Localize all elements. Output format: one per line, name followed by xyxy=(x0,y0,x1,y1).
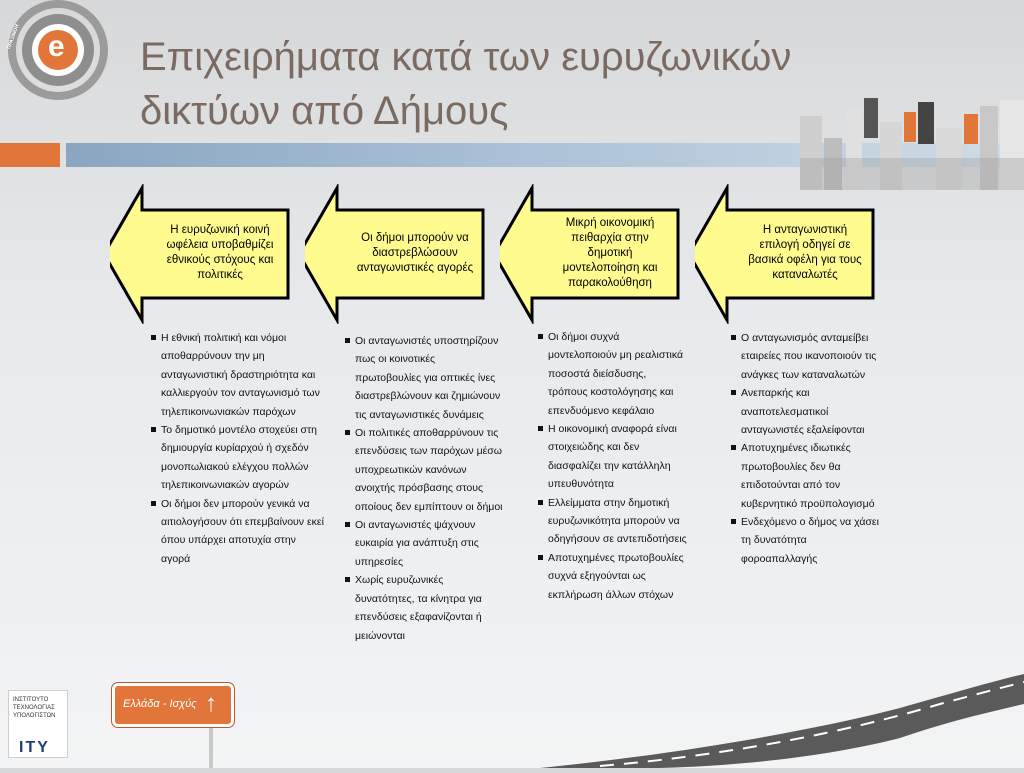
list-item: Αποτυχημένες πρωτοβουλίες συχνά εξηγούνται ως εκπλήρωση άλλων στόχων xyxy=(537,549,687,604)
arrow-up-icon: ↑ xyxy=(205,690,217,717)
arrow-shape-2 xyxy=(305,184,485,324)
logo xyxy=(0,0,110,110)
page-title-line1: Επιχειρήματα κατά των ευρυζωνικών xyxy=(140,35,792,79)
institute-line2: ΤΕΧΝΟΛΟΓΙΑΣ xyxy=(13,705,55,711)
list-item: Οι δήμοι δεν μπορούν γενικά να αιτιολογήσουν ότι επεμβαίνουν εκεί όπου υπάρχει αποτυχία στην αγορά xyxy=(150,495,325,569)
institute-acronym: ITY xyxy=(19,739,50,756)
list-item: Χωρίς ευρυζωνικές δυνατότητες, τα κίνητρα για επενδύσεις εξαφανίζονται ή μειώνονται xyxy=(344,571,504,645)
arrow-label-1: Η ευρυζωνική κοινή ωφέλεια υποβαθμίζει εθνικούς στόχους και πολιτικές xyxy=(166,224,274,281)
city-skyline-image xyxy=(800,98,1024,190)
list-item: Αποτυχημένες ιδιωτικές πρωτοβουλίες δεν θα επιδοτούνται από τον κυβερνητικό προϋπολογισμό xyxy=(730,439,880,513)
arrow-label-4: Η ανταγωνιστική επιλογή οδηγεί σε βασικά οφέλη για τους καταναλωτές xyxy=(748,224,862,281)
logo-letter: e xyxy=(48,30,65,63)
institute-logo xyxy=(8,690,68,758)
list-item: Ενδεχόμενο ο δήμος να χάσει τη δυνατότητα φοροαπαλλαγής xyxy=(730,513,880,568)
list-item: Οι ανταγωνιστές υποστηρίζουν πως οι κοινοτικές πρωτοβουλίες για οπτικές ίνες διαστρεβλώνουν και ζημιώνουν τις ανταγωνιστικές δυνάμεις xyxy=(344,332,504,424)
accent-bar-orange xyxy=(0,143,60,167)
institute-line3: ΥΠΟΛΟΓΙΣΤΩΝ xyxy=(13,713,56,719)
road-sign-board xyxy=(112,683,234,727)
list-item: Οι ανταγωνιστές ψάχνουν ευκαιρία για ανάπτυξη στις υπηρεσίες xyxy=(344,516,504,571)
bullet-column-4 xyxy=(730,329,880,568)
arrow-label-3: Μικρή οικονομική πειθαρχία στην δημοτική μοντελοποίηση και παρακολούθηση xyxy=(562,216,658,289)
list-item: Ο ανταγωνισμός ανταμείβει εταιρείες που ικανοποιούν τις ανάγκες των καταναλωτών xyxy=(730,329,880,384)
list-item: Το δημοτικό μοντέλο στοχεύει στη δημιουργία κυρίαρχού ή σχεδόν μονοπωλιακού ελέγχου πολλών τηλεπικοινωνιακών αγορών xyxy=(150,421,325,495)
page-title xyxy=(140,30,840,138)
bullet-column-2 xyxy=(344,332,504,645)
list-item: Η οικονομική αναφορά είναι στοιχειώδης και δεν διασφαλίζει την κατάλληλη υπευθυνότητα xyxy=(537,420,687,494)
bullet-column-3 xyxy=(537,328,687,604)
arrow-shape-3 xyxy=(500,184,680,324)
list-item: Η εθνική πολιτική και νόμοι αποθαρρύνουν την μη ανταγωνιστική δραστηριότητα και καλλιεργούν τον ανταγωνισμό των τηλεπικοινωνιακών παρόχων xyxy=(150,329,325,421)
arrow-label-2: Οι δήμοι μπορούν να διαστρεβλώσουν ανταγωνιστικές αγορές xyxy=(356,231,474,274)
institute-line1: ΙΝΣΤΙΤΟΥΤΟ xyxy=(13,697,49,703)
road-image xyxy=(540,660,1024,768)
list-item: Ελλείμματα στην δημοτική ευρυζωνικότητα μπορούν να οδηγήσουν σε αντεπιδοτήσεις xyxy=(537,494,687,549)
road-sign-text: Ελλάδα - Ισχύς xyxy=(123,698,197,710)
bullet-column-1 xyxy=(150,329,325,568)
road-sign xyxy=(110,680,235,768)
arrow-shape-4 xyxy=(695,184,875,324)
logo-ring-text: ΠΡΑΞΙΝΟΗ xyxy=(6,23,21,51)
list-item: Οι δήμοι συχνά μοντελοποιούν μη ρεαλιστικά ποσοστά διείσδυσης, τρόπους κοστολόγησης και επενδυόμενο κεφάλαιο xyxy=(537,328,687,420)
list-item: Ανεπαρκής και αναποτελεσματικοί ανταγωνιστές εξαλείφονται xyxy=(730,384,880,439)
page-title-line2: δικτύων από Δήμους xyxy=(140,89,509,133)
arrow-shape-1 xyxy=(110,184,290,324)
list-item: Οι πολιτικές αποθαρρύνουν τις επενδύσεις των παρόχων μέσω υποχρεωτικών κανόνων ανοιχτής πρόσβασης στους οποίους δεν εμπίπτουν οι δήμοι xyxy=(344,424,504,516)
